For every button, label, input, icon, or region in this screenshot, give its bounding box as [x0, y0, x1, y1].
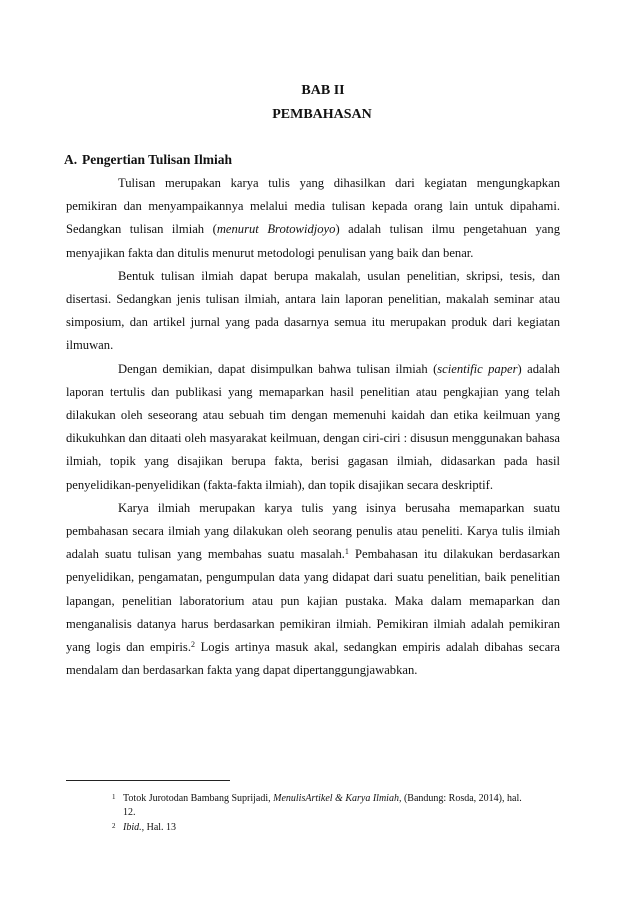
paragraph-4 [66, 497, 560, 683]
footnote-italic-text: Ibid., [123, 822, 145, 833]
footnote-ref-1[interactable]: 1 [344, 547, 349, 557]
footnote-text: Totok Jurotodan Bambang Suprijadi, [123, 793, 274, 804]
paragraph-3 [66, 358, 560, 497]
footnote-text: (Bandung: Rosda, 2014), hal. 12. [123, 793, 522, 818]
paragraph-text: ) adalah laporan tertulis dan publikasi yang memaparkan hasil penelitian atau pengkajian yang telah dilakukan oleh seseorang atau sebuah tim dengan memenuhi kaidah dan etika keilmuan yang dikukuhkan dan ditaati oleh masyarakat keilmuan, dengan ciri-ciri : disusun menggunakan bahasa ilmiah, topik yang disajikan berupa fakta, berisi gagasan ilmiah, didasarkan pada hasil penyelidikan-penyelidikan (fakta-fakta ilmiah), dan topik disajikan secara deskriptif. [66, 361, 560, 492]
paragraph-2 [66, 265, 560, 358]
paragraph-text: Karya ilmiah merupakan karya tulis yang isinya berusaha memaparkan suatu pembahasan secara ilmiah yang dilakukan oleh seorang penulis atau peneliti. Karya tulis ilmiah adalah suatu tulisan yang membahas suatu masalah. [66, 500, 560, 562]
paragraph-text: ) adalah tulisan ilmu pengetahuan yang menyajikan fakta dan ditulis menurut metodologi penulisan yang baik dan benar. [66, 222, 560, 260]
paragraph-text: Dengan demikian, dapat disimpulkan bahwa tulisan ilmiah ( [118, 361, 438, 376]
body-text [66, 172, 560, 682]
paragraph-1 [66, 172, 560, 265]
chapter-title: PEMBAHASAN [272, 107, 372, 122]
footnote-number: 1 [112, 793, 116, 801]
footnote-italic-text: MenulisArtikel & Karya Ilmiah, [273, 793, 402, 804]
section-letter: A. [64, 152, 78, 167]
section-heading [64, 152, 232, 168]
section-title-text: Pengertian Tulisan Ilmiah [82, 152, 233, 167]
footnote-number: 2 [112, 822, 116, 830]
paragraph-text: Tulisan merupakan karya tulis yang dihasilkan dari kegiatan mengungkapkan pemikiran dan menyampaikannya melalui media tulisan kepada orang lain untuk dipahami. Sedangkan tulisan ilmiah ( [66, 176, 560, 237]
chapter-heading: BAB II [301, 83, 345, 98]
footnote-divider [66, 780, 230, 781]
paragraph-italic-text: scientific paper [437, 361, 518, 376]
paragraph-text: Logis artinya masuk akal, sedangkan empiris adalah dibahas secara mendalam dan berdasarkan fakta yang dapat dipertanggungjawabkan. [66, 640, 560, 678]
footnotes [112, 792, 522, 836]
footnote-text: Hal. 13 [144, 822, 177, 833]
paragraph-text: Bentuk tulisan ilmiah dapat berupa makalah, usulan penelitian, skripsi, tesis, dan disertasi. Sedangkan jenis tulisan ilmiah, antara lain laporan penelitian, makalah seminar atau simposium, dan artikel jurnal yang pada dasarnya semua itu merupakan produk dari kegiatan ilmuwan. [66, 268, 560, 353]
paragraph-italic-text: menurut Brotowidjoyo [216, 222, 336, 237]
footnote-1 [112, 792, 522, 820]
paragraph-text: Pembahasan itu dilakukan berdasarkan penyelidikan, pengamatan, pengumpulan data yang didapat dari suatu penelitian, baik penelitian lapangan, penelitian laboratorium atau pun kajian pustaka. Maka dalam memaparkan dan menganalisis datanya harus berdasarkan pemikiran ilmiah. Pemikiran ilmiah adalah pemikiran yang logis dan empiris. [66, 547, 560, 655]
footnote-2 [112, 821, 522, 835]
footnote-ref-2[interactable]: 2 [190, 640, 195, 650]
